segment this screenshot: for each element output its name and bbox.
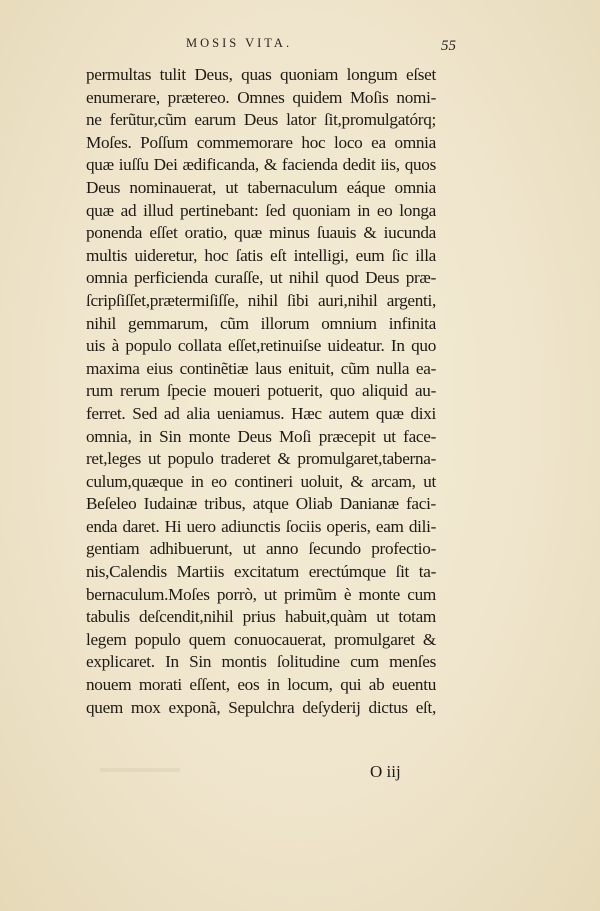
text-line-15: rum rerum ſpecie moueri potuerit, quo aliquid au- [86, 381, 436, 401]
ink-show-through [100, 768, 180, 772]
text-line-19: culum,quæque in eo contineri uoluit, & arcam, ut [86, 471, 436, 491]
text-line-18: ret,leges ut populo traderet & promulgaret,taberna- [86, 449, 436, 469]
text-line-16: ferret. Sed ad alia ueniamus. Hæc autem quæ dixi [86, 403, 436, 423]
text-line-8: ponenda eſſet oratio, quæ minus ſuauis & iucunda [86, 223, 436, 243]
text-line-9: multis uideretur, hoc ſatis eſt intelligi, eum ſic illa [86, 245, 436, 265]
text-line-12: nihil gemmarum, cũm illorum omnium infinita [86, 313, 436, 333]
text-line-1: permultas tulit Deus, quas quoniam longum eſset [86, 65, 436, 84]
text-line-21: enda daret. Hi uero adiunctis ſociis operis, eam dili- [86, 516, 436, 536]
text-line-2: enumerare, prætereo. Omnes quidem Moſis nomi- [86, 87, 436, 107]
text-line-22: gentiam adhibuerunt, ut anno ſecundo profectio- [86, 539, 436, 559]
text-line-5: quæ iuſſu Dei ædificanda, & facienda dedit iis, quos [86, 155, 436, 175]
text-line-13: uis à populo collata eſſet,retinuiſse uideatur. In quo [86, 336, 436, 356]
text-line-26: legem populo quem conuocauerat, promulgaret & [86, 629, 436, 649]
text-line-27: explicaret. In Sin montis ſolitudine cum menſes [86, 652, 436, 672]
text-line-17: omnia, in Sin monte Deus Moſi præcepit ut face- [86, 426, 436, 446]
text-line-6: Deus nominauerat, ut tabernaculum eáque omnia [86, 177, 436, 197]
text-line-3: ne ferũtur,cũm earum Deus lator ſit,promulgatórq; [86, 110, 436, 130]
text-line-14: maxima eius continẽtiæ laus enituit, cũm nulla ea- [86, 358, 436, 378]
text-line-4: Moſes. Poſſum commemorare hoc loco ea omnia [86, 132, 436, 152]
running-title: MOSIS VITA. [186, 36, 293, 50]
text-line-11: ſcripſiſſet,prætermiſiſſe, nihil ſibi auri,nihil argenti, [86, 290, 436, 310]
text-line-25: tabulis deſcendit,nihil prius habuit,quàm ut totam [86, 607, 436, 627]
text-line-24: bernaculum.Moſes porrò, ut primũm è monte cum [86, 584, 436, 604]
body-text [86, 64, 436, 719]
page-number: 55 [441, 38, 456, 54]
text-line-23: nis,Calendis Martiis excitatum erectúmque ſit ta- [86, 562, 436, 582]
signature-mark: O iij [370, 762, 401, 781]
text-line-28: nouem morati eſſent, eos in locum, qui ab euentu [86, 675, 436, 695]
text-line-10: omnia perficienda curaſſe, ut nihil quod Deus præ- [86, 268, 436, 288]
text-line-7: quæ ad illud pertinebant: ſed quoniam in eo longa [86, 200, 436, 220]
text-line-29: quem mox exponã, Sepulchra deſyderij dictus eſt, [86, 697, 436, 717]
text-line-20: Beſeleo Iudainæ tribus, atque Oliab Danianæ faci- [86, 494, 436, 514]
